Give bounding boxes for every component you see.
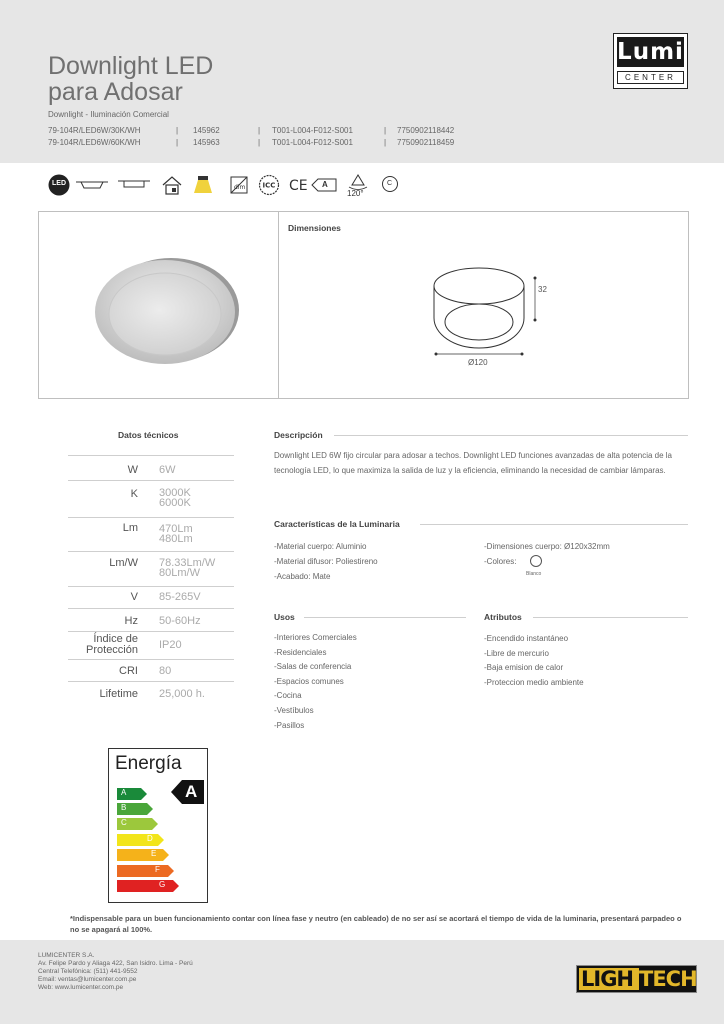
energy-bar-letter: G — [159, 880, 166, 889]
spec-row — [68, 631, 234, 660]
led-badge-icon — [48, 174, 70, 196]
ce-mark-icon — [288, 174, 310, 196]
lumicenter-logo — [613, 33, 688, 89]
ref-code: T001-L004-F012-S001 — [272, 138, 353, 147]
spec-row — [68, 608, 234, 632]
energy-bar-d — [117, 833, 164, 845]
product-title-line2: para Adosar — [48, 78, 183, 106]
spec-label: Índice de Protección — [86, 633, 138, 656]
code-row — [48, 126, 454, 135]
caracteristicas-title: Características de la Luminaria — [274, 519, 400, 529]
product-box-divider — [278, 212, 279, 398]
company-email[interactable]: Email: ventas@lumicenter.com.pe — [38, 976, 137, 983]
energy-bar-letter: C — [121, 818, 127, 827]
energy-bar-b — [117, 802, 153, 814]
separator: | — [176, 126, 179, 135]
datos-tecnicos-title: Datos técnicos — [118, 430, 179, 440]
descripcion-text: Downlight LED 6W fijo circular para adosar a techos. Downlight LED funciones avanzadas de alta potencia de la tecnología LED, lo que maximiza la salida de luz y la eficiencia, eliminando la necesidad de cambiar lámparas. — [274, 451, 672, 475]
spec-label: K — [130, 488, 138, 500]
separator: | — [258, 126, 261, 135]
model-code: 79-104R/LED6W/60K/WH — [48, 138, 141, 147]
code-row — [48, 138, 454, 147]
company-web[interactable]: Web: www.lumicenter.com.pe — [38, 984, 124, 991]
model-code: 79-104R/LED6W/30K/WH — [48, 126, 141, 135]
uso-item: -Pasillos — [274, 721, 305, 730]
company-phone: Central Telefónica: (511) 441-9552 — [38, 968, 138, 975]
energy-class-letter: A — [322, 180, 328, 189]
company-name: LUMICENTER S.A. — [38, 952, 95, 959]
spec-row — [68, 455, 234, 481]
beam-angle-label: 120° — [347, 189, 364, 198]
atributo-item: -Proteccion medio ambiente — [484, 678, 584, 687]
spec-value: 25,000 h. — [159, 688, 205, 700]
spec-value: 78.33Lm/W 80Lm/W — [159, 557, 216, 579]
separator: | — [176, 138, 179, 147]
caracteristica-item: -Acabado: Mate — [274, 572, 331, 581]
energy-bar-g — [117, 879, 179, 891]
lightech-tech: TECH — [639, 967, 697, 991]
spec-label: W — [127, 464, 138, 476]
product-photo — [89, 250, 243, 365]
atributo-item: -Baja emision de calor — [484, 663, 564, 672]
energy-bar-letter: D — [147, 834, 153, 843]
energy-title: Energía — [115, 753, 182, 774]
energy-bar-letter: A — [121, 788, 127, 797]
company-address: Av. Felipe Pardo y Aliaga 422, San Isidro. Lima - Perú — [38, 960, 193, 967]
svg-text:ICC: ICC — [262, 181, 276, 190]
spec-value: 6W — [159, 464, 176, 476]
logo-center: CENTER — [617, 71, 684, 84]
product-title-line1: Downlight LED — [48, 52, 214, 80]
spec-label: CRI — [119, 665, 138, 677]
class-c-label: C — [387, 180, 393, 187]
uso-item: -Cocina — [274, 691, 302, 700]
spec-label: V — [130, 591, 138, 603]
caracteristica-item: -Material cuerpo: Aluminio — [274, 542, 367, 551]
energy-class-value: A — [185, 782, 198, 801]
separator: | — [384, 126, 387, 135]
spec-row — [68, 681, 234, 704]
spec-row — [68, 586, 234, 609]
energy-bar-e — [117, 848, 169, 860]
spec-value: 50-60Hz — [159, 615, 201, 627]
ref-code: T001-L004-F012-S001 — [272, 126, 353, 135]
descripcion-title: Descripción — [274, 430, 323, 440]
color-swatch-label: Blanco — [526, 571, 542, 577]
uso-item: -Interiores Comerciales — [274, 633, 357, 642]
footer-address — [38, 952, 193, 992]
energy-label — [108, 748, 208, 903]
installation-note: *Indispensable para un buen funcionamiento contar con línea fase y neutro (en cableado) de no ser así se acortará el tiempo de vida de la luminaria, presentará parpadeo o no se apagará al 100%. — [70, 914, 682, 934]
indoor-house-icon — [160, 174, 184, 196]
ean-code: 7750902118459 — [397, 138, 455, 147]
dimension-drawing — [424, 262, 554, 362]
spec-value: 85-265V — [159, 591, 201, 603]
color-swatch-blanco — [530, 555, 542, 567]
spec-row — [68, 551, 234, 587]
spec-label: Lm — [122, 522, 138, 534]
caracteristica-item: -Material difusor: Poliestireno — [274, 557, 378, 566]
uso-item: -Vestíbulos — [274, 706, 314, 715]
usos-title: Usos — [274, 612, 295, 622]
lightech-light: LIGH — [581, 967, 634, 991]
uso-item: -Espacios comunes — [274, 677, 344, 686]
spec-label: Hz — [124, 615, 138, 627]
section-rule — [420, 524, 688, 525]
item-code: 145963 — [193, 138, 220, 147]
uso-item: -Salas de conferencia — [274, 662, 352, 671]
svg-text:dim: dim — [234, 184, 246, 191]
energy-bar-a — [117, 787, 147, 799]
spec-row — [68, 517, 234, 552]
spec-row — [68, 659, 234, 682]
energy-bar-letter: E — [151, 849, 157, 858]
section-rule — [304, 617, 466, 618]
spec-value: IP20 — [159, 639, 182, 651]
spec-value: 3000K 6000K — [159, 487, 191, 509]
spec-label: Lm/W — [109, 557, 138, 569]
atributo-item: -Encendido instantáneo — [484, 634, 569, 643]
energy-bar-letter: B — [121, 803, 127, 812]
surface-mount-icon — [116, 174, 152, 196]
icc-cert-icon — [258, 174, 280, 196]
beam-angle-icon — [345, 174, 371, 196]
height-dimension: 32 — [538, 285, 547, 294]
class-c-icon — [381, 174, 399, 196]
recessed-mount-icon — [74, 174, 110, 196]
led-badge-label: LED — [52, 180, 66, 187]
logo-lumi: Lumi — [617, 39, 684, 65]
dimensions-title: Dimensiones — [288, 223, 341, 233]
atributo-item: -Libre de mercurio — [484, 649, 549, 658]
caracteristica-item: -Colores: — [484, 557, 517, 566]
spec-value: 80 — [159, 665, 172, 677]
section-rule — [533, 617, 688, 618]
atributos-title: Atributos — [484, 612, 522, 622]
energy-class-icon — [311, 174, 337, 196]
separator: | — [384, 138, 387, 147]
ean-code: 7750902118442 — [397, 126, 455, 135]
diameter-dimension: Ø120 — [468, 358, 488, 367]
uso-item: -Residenciales — [274, 648, 327, 657]
spec-label: Lifetime — [99, 688, 138, 700]
lightech-logo — [576, 965, 697, 993]
section-rule — [334, 435, 688, 436]
svg-text:CE: CE — [289, 178, 308, 194]
caracteristica-item: -Dimensiones cuerpo: Ø120x32mm — [484, 542, 610, 551]
item-code: 145962 — [193, 126, 220, 135]
energy-bar-letter: F — [155, 865, 160, 874]
downlight-beam-icon — [192, 174, 214, 196]
energy-bar-c — [117, 817, 158, 829]
product-box — [38, 211, 689, 399]
product-subtitle: Downlight - Iluminación Comercial — [48, 110, 169, 119]
separator: | — [258, 138, 261, 147]
no-dimmable-icon — [228, 174, 250, 196]
spec-value: 470Lm 480Lm — [159, 523, 193, 545]
spec-row — [68, 480, 234, 518]
energy-bar-f — [117, 864, 174, 876]
